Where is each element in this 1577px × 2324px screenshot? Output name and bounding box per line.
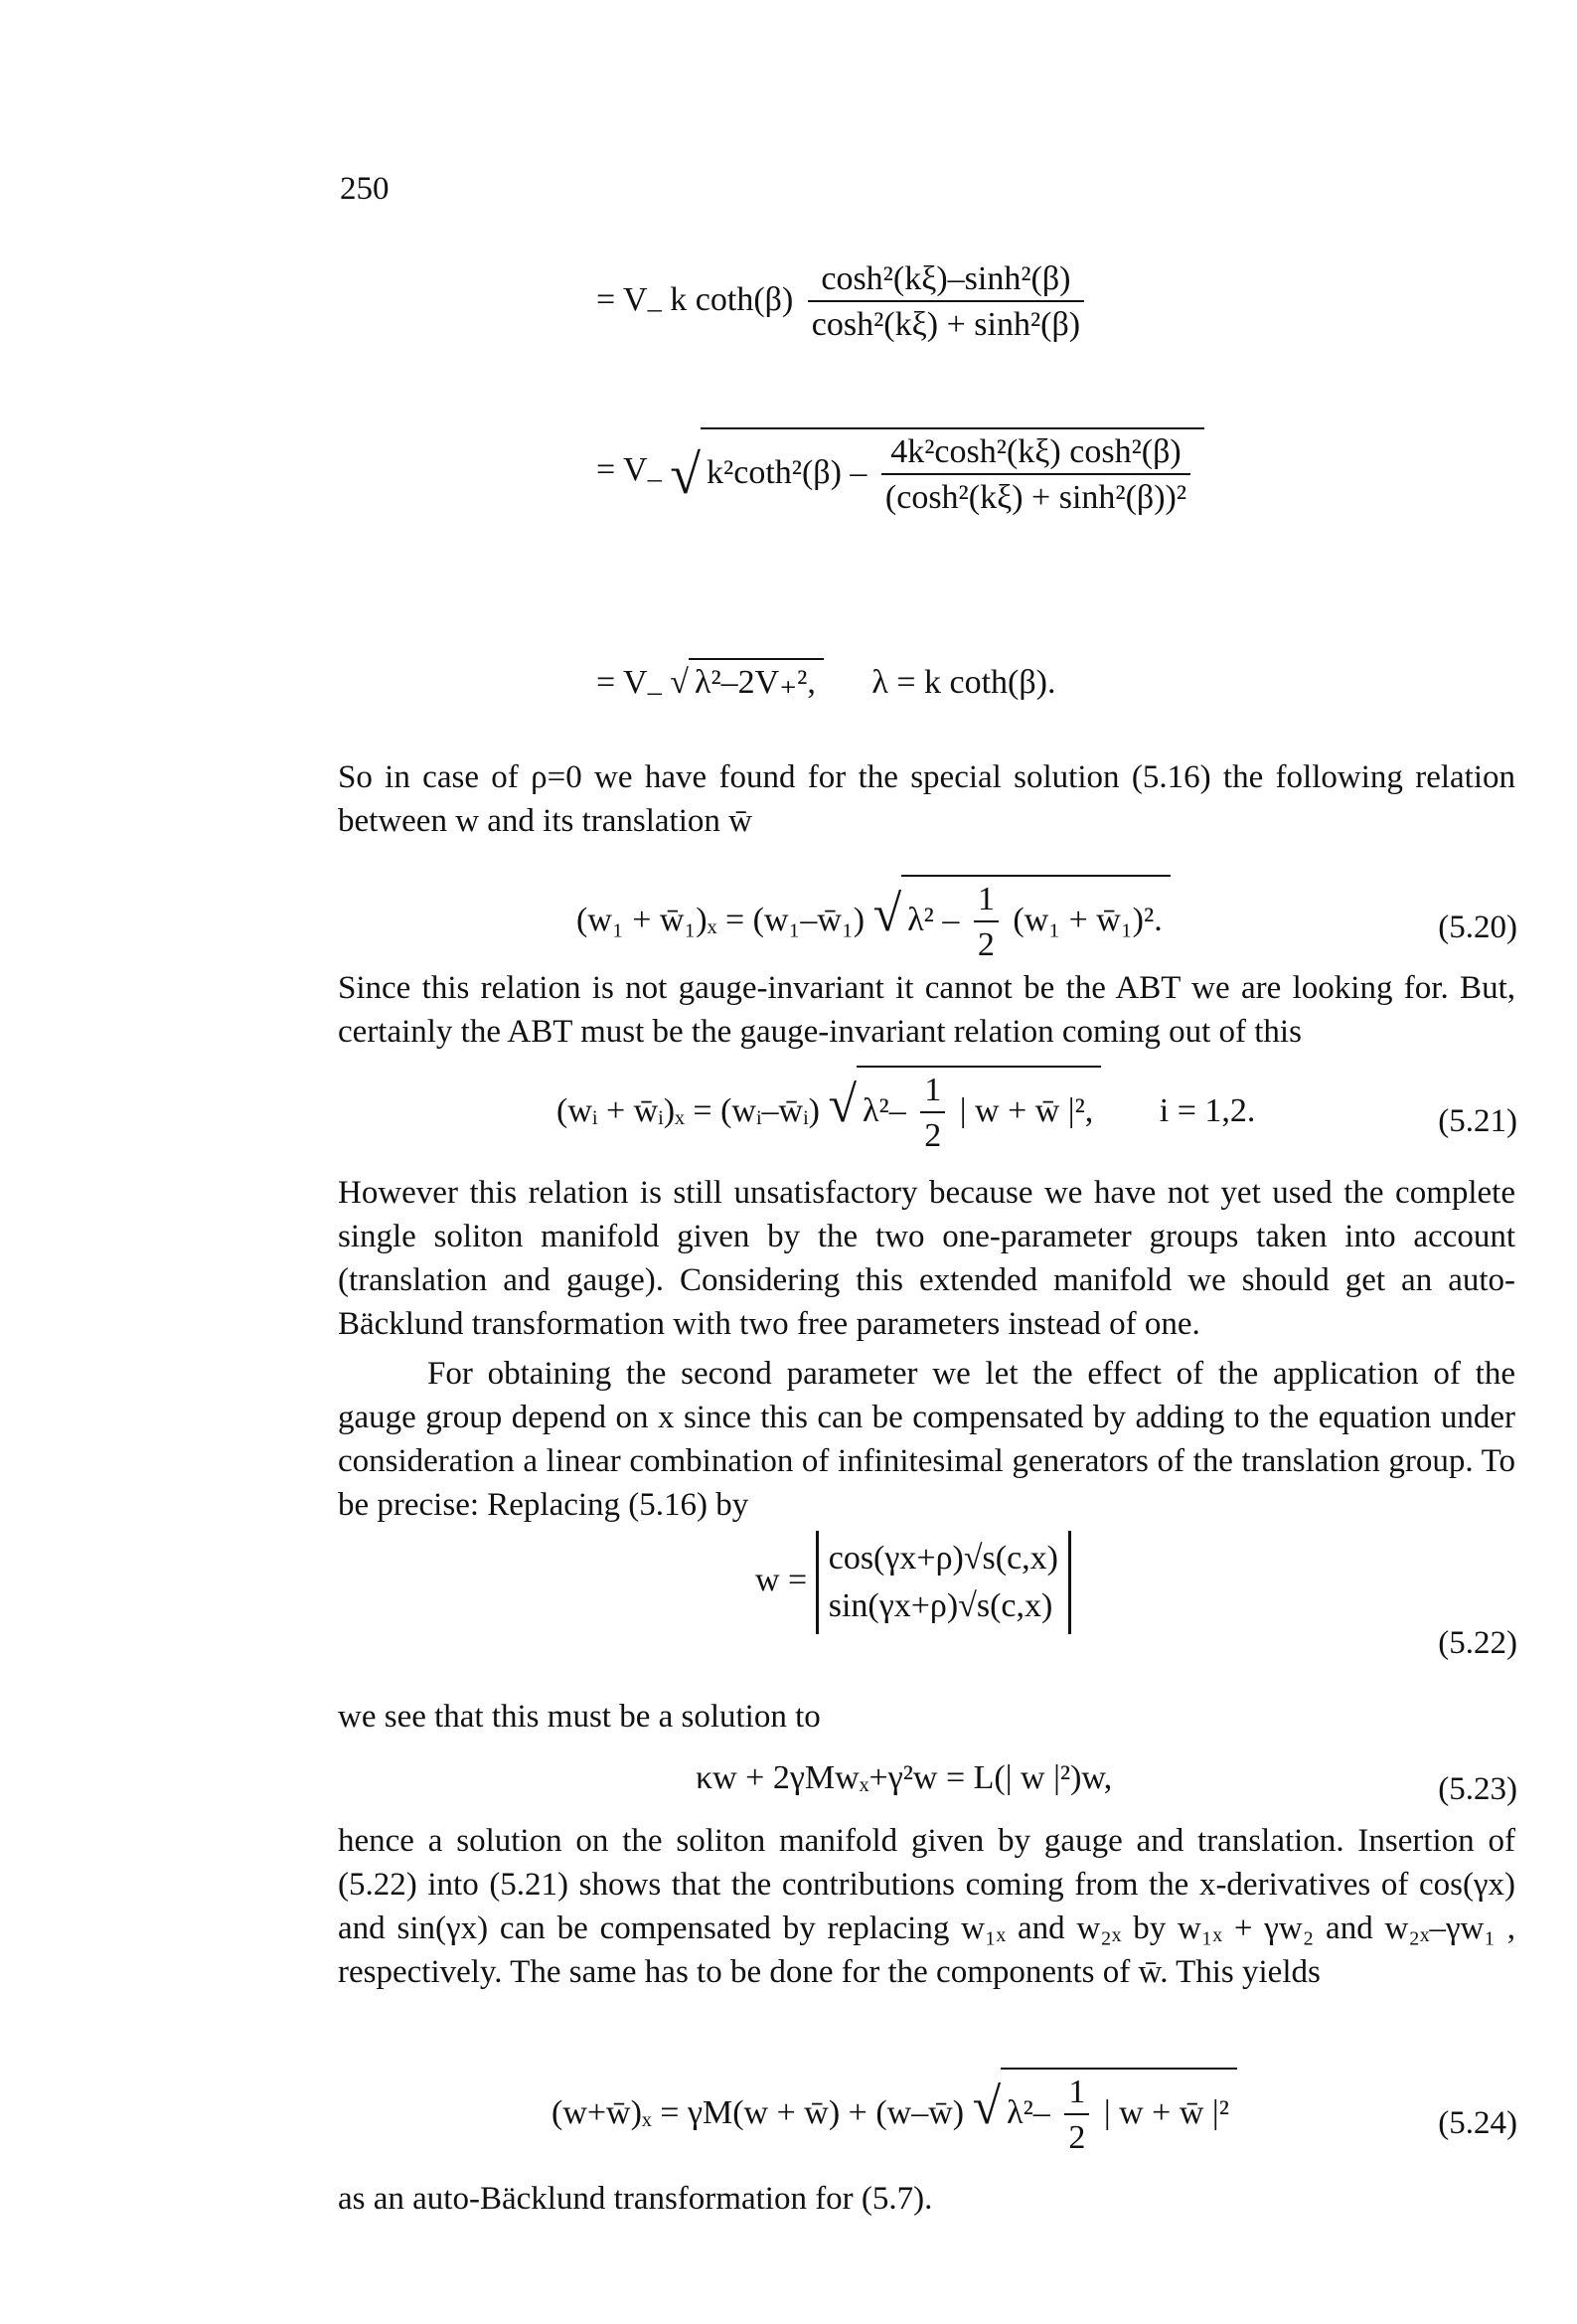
equation-number-5-23: (5.23) [1438, 1771, 1517, 1807]
eq-a-sub: – [647, 293, 662, 325]
radical-sign-icon: √ [972, 2077, 1002, 2135]
equation-number-5-21: (5.21) [1438, 1103, 1517, 1139]
eq-520-numerator: 1 [977, 881, 995, 917]
paragraph-1: So in case of ρ=0 we have found for the special solution (5.16) the following relation between w and its translation w̄ [338, 759, 1515, 839]
eq-521-numerator: 1 [924, 1072, 942, 1108]
eq-524-rad-post: | w + w̄ |² [1103, 2093, 1229, 2131]
equation-5-23 [696, 1759, 1112, 1797]
eq-c-radicand: λ²–2V₊², [689, 658, 824, 702]
equation-number-5-22: (5.22) [1438, 1625, 1517, 1661]
paragraph-5: we see that this must be a solution to [338, 1699, 821, 1735]
eq-a-mid: k coth(β) [661, 280, 794, 318]
eq-521-denominator: 2 [920, 1111, 945, 1155]
eq-b-radicand [701, 427, 1204, 517]
paragraph-7: as an auto-Bäcklund transformation for (5.7). [338, 2181, 933, 2217]
eq-b-fraction [881, 433, 1190, 517]
eq-b-denominator: (cosh²(kξ) + sinh²(β))² [881, 473, 1190, 517]
equation-number-5-20: (5.20) [1438, 910, 1517, 945]
eq-c-lhs: = V [596, 664, 648, 701]
eq-b-lhs: = V [596, 450, 648, 488]
eq-521-lhs: (wᵢ + w̄ᵢ)ₓ = (wᵢ–w̄ᵢ) [556, 1091, 820, 1129]
paragraph-3: However this relation is still unsatisfactory because we have not yet used the complete single soliton manifold given by the two one-parameter groups taken into account (translation and gauge). Considering this extended manifold we should get an auto-Bäcklund transformation with two free parameters instead of one. [338, 1175, 1515, 1342]
eq-521-fraction [920, 1072, 945, 1155]
equation-line-1 [596, 260, 1090, 344]
equation-5-20 [576, 875, 1171, 964]
eq-524-numerator: 1 [1068, 2074, 1086, 2110]
eq-524-fraction [1064, 2074, 1089, 2157]
radical-sign-icon: √ [872, 885, 902, 942]
paragraph-4: For obtaining the second parameter we let the effect of the application of the gauge group depend on x since this can be compensated by adding to the equation under consideration a linear combination of infinitesimal generators of the translation group. To be precise: Replacing (5.16) by [338, 1356, 1515, 1523]
eq-a-fraction [808, 260, 1084, 344]
equation-number-5-24: (5.24) [1438, 2105, 1517, 2141]
eq-522-row1: cos(γx+ρ)√s(c,x) [828, 1540, 1058, 1577]
eq-b-sqrt [670, 427, 1204, 517]
eq-522-row2: sin(γx+ρ)√s(c,x) [828, 1587, 1053, 1624]
eq-b-numerator: 4k²cosh²(kξ) cosh²(β) [890, 433, 1182, 470]
eq-520-rad-post: (w₁ + w̄₁)². [1013, 901, 1163, 938]
eq-521-radicand [857, 1066, 1101, 1155]
paragraph-2: Since this relation is not gauge-invariant it cannot be the ABT we are looking for. But, certainly the ABT must be the gauge-invariant relation coming out of this [338, 970, 1515, 1050]
eq-522-matrix [816, 1531, 1071, 1634]
equation-line-3 [596, 658, 1055, 709]
equation-5-21 [556, 1066, 1255, 1155]
equation-5-22 [755, 1531, 1071, 1634]
eq-523-text: κw + 2γMwₓ+γ²w = L(| w |²)w, [696, 1759, 1113, 1796]
eq-524-denominator: 2 [1064, 2113, 1089, 2157]
eq-a-numerator: cosh²(kξ)–sinh²(β) [821, 260, 1071, 297]
radical-sign-icon: √ [670, 664, 689, 701]
eq-524-radicand [1001, 2068, 1237, 2157]
eq-522-lhs: w = [755, 1561, 808, 1598]
eq-520-radicand [901, 875, 1171, 964]
eq-520-lhs: (w₁ + w̄₁)ₓ = (w₁–w̄₁) [576, 901, 866, 938]
equation-line-2 [596, 427, 1204, 517]
page-number: 250 [340, 171, 390, 207]
eq-521-rad-post: | w + w̄ |², [959, 1091, 1094, 1129]
eq-520-fraction [974, 881, 999, 964]
eq-520-rad-pre: λ² – [907, 901, 960, 938]
eq-a-lhs: = V [596, 280, 648, 318]
equation-5-24 [552, 2068, 1237, 2157]
eq-520-denominator: 2 [974, 920, 999, 964]
eq-b-sub: – [647, 463, 662, 495]
eq-a-denominator: cosh²(kξ) + sinh²(β) [808, 300, 1084, 344]
eq-b-term1: k²coth²(β) – [707, 453, 867, 491]
paragraph-6: hence a solution on the soliton manifold given by gauge and translation. Insertion of (5.22) into (5.21) shows that the contributions coming from the x-derivatives of cos(γx) and sin(γx) can be compensated by replacing w₁ₓ and w₂ₓ by w₁ₓ + γw₂ and w₂ₓ–γw₁ , respectively. The same has to be done for the components of w̄. This yields [338, 1823, 1515, 1990]
eq-521-rest: i = 1,2. [1159, 1091, 1256, 1129]
eq-521-rad-pre: λ²– [863, 1091, 906, 1129]
radical-sign-icon: √ [828, 1076, 858, 1133]
eq-c-rest: λ = k coth(β). [871, 664, 1056, 701]
eq-c-sub: – [647, 676, 662, 708]
radical-sign-icon: √ [670, 444, 702, 506]
eq-524-lhs: (w+w̄)ₓ = γM(w + w̄) + (w–w̄) [552, 2093, 965, 2131]
eq-524-rad-pre: λ²– [1007, 2093, 1050, 2131]
